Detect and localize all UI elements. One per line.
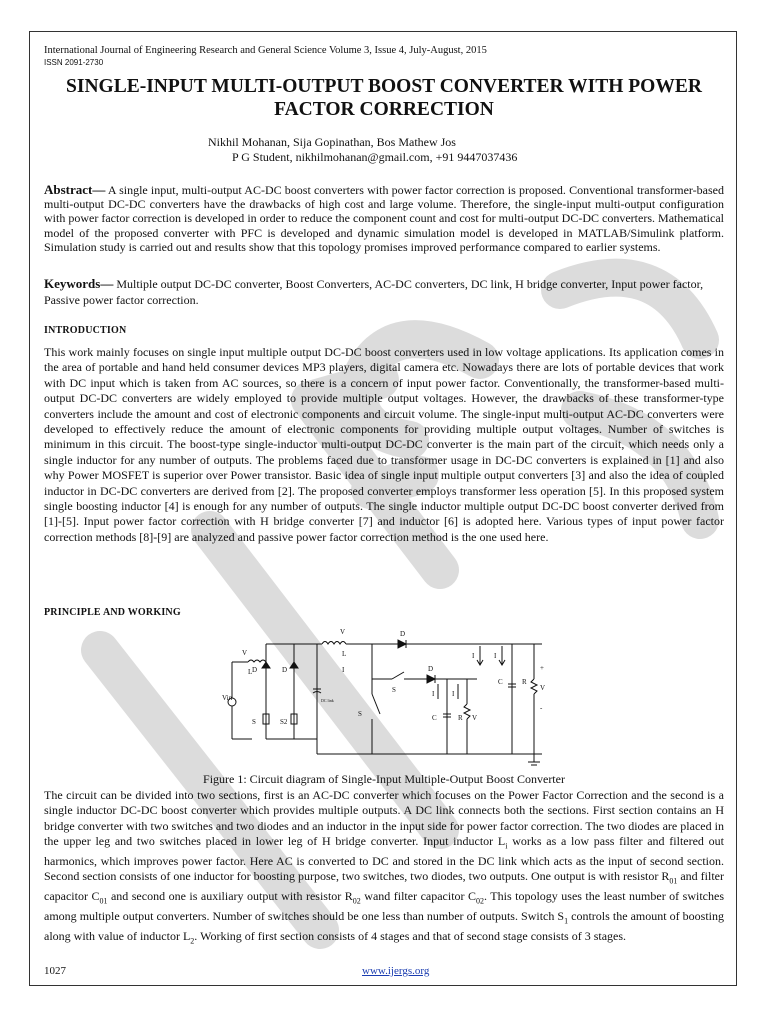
label-l2: L bbox=[342, 650, 347, 658]
label-d2: D bbox=[282, 666, 288, 674]
label-plus: + bbox=[540, 664, 544, 672]
label-minus: - bbox=[540, 704, 543, 712]
abstract-label: Abstract— bbox=[44, 182, 106, 197]
label-co2: C bbox=[432, 714, 437, 722]
section-heading-principle: PRINCIPLE AND WORKING bbox=[44, 607, 181, 618]
label-io1: I bbox=[472, 652, 475, 660]
title-line-2: FACTOR CORRECTION bbox=[274, 99, 494, 120]
abstract-text: A single input, multi-output AC-DC boost converters with power factor correction is proposed. Conventional transformer-based multi-output DC-DC converters have the drawbacks of high cost and large volume. Therefore, the single-input multi-output configuration with power factor correction is developed in order to reduce the component count and cost for multi-output DC-DC converters. Mathematical model of the proposed converter with PFC is developed and dynamic simulation model is developed in MATLAB/Simulink platform. Simulation study is carried out and results show that this topology promises improved performance compared to earlier systems. bbox=[44, 183, 724, 254]
diode-d4-icon bbox=[427, 675, 435, 683]
keywords bbox=[44, 276, 724, 308]
keywords-text: Multiple output DC-DC converter, Boost Converters, AC-DC converters, DC link, H bridge converter, Input power factor, Passive power factor correction. bbox=[44, 277, 704, 307]
website-link[interactable]: www.ijergs.org bbox=[362, 965, 430, 977]
author-block bbox=[208, 135, 517, 165]
label-vl1: V bbox=[242, 649, 248, 657]
journal-header bbox=[44, 45, 487, 69]
label-ro2: R bbox=[458, 714, 463, 722]
author-affiliation: P G Student, nikhilmohanan@gmail.com, +91 9447037436 bbox=[232, 150, 518, 164]
title-line-1: SINGLE-INPUT MULTI-OUTPUT BOOST CONVERTER WITH POWER bbox=[66, 76, 702, 97]
label-co1: C bbox=[498, 678, 503, 686]
switch-s2-second-icon bbox=[392, 672, 404, 679]
label-vo2: V bbox=[472, 714, 478, 722]
issn: ISSN 2091-2730 bbox=[44, 58, 104, 67]
author-names: Nikhil Mohanan, Sija Gopinathan, Bos Mathew Jos bbox=[208, 135, 456, 149]
inductor-l1-icon bbox=[248, 660, 266, 662]
label-d4: D bbox=[428, 665, 434, 673]
figure-caption: Figure 1: Circuit diagram of Single-Input Multiple-Output Boost Converter bbox=[203, 772, 565, 786]
label-s1-left: S bbox=[252, 718, 256, 726]
label-s2: S bbox=[392, 686, 396, 694]
switch-s1-second-icon bbox=[372, 694, 380, 714]
resistor-r02-icon bbox=[464, 704, 470, 719]
paper-title bbox=[40, 75, 728, 121]
diode-d2-icon bbox=[290, 662, 298, 668]
diode-d1-icon bbox=[262, 662, 270, 668]
label-d1: D bbox=[252, 666, 258, 674]
label-vo1: V bbox=[540, 684, 546, 692]
label-d3: D bbox=[400, 630, 406, 638]
inductor-l2-icon bbox=[322, 642, 346, 645]
page-number: 1027 bbox=[44, 965, 66, 977]
body-paragraph: The circuit can be divided into two sections, first is an AC-DC converter which focuses on the Power Factor Correction and the second is a single inductor DC-DC boost converter which provides multiple outputs. A DC link connects both the sections. First section contains an H bridge converter with two switches and two diodes and an inductor in the input side for power factor correction. The two diodes are placed in the upper leg and two switches placed in lower leg of H bridge converter. Input inductor $L_i$ works as a low pass filter and filtered out harmonics, which improves power factor. Here AC is converted to DC and stored in the DC link which acts as the input of second section. Second section consists of one inductor for boosting purpose, two switches, two diodes, two outputs. One output is with resistor $R_{01}$ and filter capacitor $C_{01}$ and second one is auxiliary output with resistor $R_{02}$ wand filter capacitor $C_{02}$. This topology uses the least number of switches among multiple output converters. Number of switches should be one less than number of outputs. Switch $S_1$ controls the amount of boosting along with value of inductor $L_2$. Working of first section consists of 4 stages and that of second stage consists of 3 stages. bbox=[44, 788, 724, 946]
label-il: I bbox=[342, 666, 345, 674]
label-s1: S bbox=[358, 710, 362, 718]
abstract bbox=[44, 183, 724, 254]
diode-d3-icon bbox=[398, 640, 406, 648]
section-heading-introduction: INTRODUCTION bbox=[44, 325, 127, 336]
label-io2: I bbox=[432, 690, 435, 698]
circuit-diagram bbox=[222, 624, 552, 766]
label-vl2: V bbox=[340, 628, 346, 636]
label-s2-left: S2 bbox=[280, 718, 288, 726]
label-dc-link: DC link bbox=[321, 698, 334, 703]
keywords-label: Keywords— bbox=[44, 276, 114, 291]
resistor-r01-icon bbox=[531, 679, 537, 694]
introduction-paragraph: This work mainly focuses on single input multiple output DC-DC boost converters used in low voltage applications. Its application comes in the area of portable and hand held consumer devices MP3 players, digital camera etc. Nowadays there are lots of portable devices that work with DC input which is taken from AC sources, so there is a concern of input power factor. Conventionally, the transformer-based multi-output DC-DC converters are widely employed to provide multiple output voltages. However, the drawbacks of these transformer-type converters include the amount and cost of electronic components and circuit volume. The single-input multi-output AC-DC converters were developed to effectively reduce the amount of electronic components for providing multiple output voltages. Number of switches is minimum in this circuit. The boost-type single-inductor multi-output DC-DC converter is the main part of the circuit, which needs only a single inductor for any number of outputs. The problems faced due to transformer usage in DC-DC converters is explained in [1] and also why Power MOSFET is superior over Power transistor. Basic idea of single input multiple output converters [3] and also the idea of coupled inductor in DC-DC converters are derived from [2]. The proposed converter employs transformer less operation [5]. In this proposed system single boosting inductor [4] is enough for any number of outputs. The single inductor multiple output DC-DC boost converter derived from [1]-[5]. Input power factor correction with H bridge converter [7] and inductor [6] is adopted here. Various types of input power factor correction methods [8]-[9] are analyzed and passive power factor correction method is the one used here. bbox=[44, 345, 724, 544]
label-io1b: I bbox=[494, 652, 497, 660]
label-ro1: R bbox=[522, 678, 527, 686]
label-io2b: I bbox=[452, 690, 455, 698]
journal-line: International Journal of Engineering Research and General Science Volume 3, Issue 4, July-August, 2015 bbox=[44, 45, 487, 56]
label-l1: L bbox=[248, 668, 253, 676]
label-vin: Vin bbox=[222, 694, 233, 702]
